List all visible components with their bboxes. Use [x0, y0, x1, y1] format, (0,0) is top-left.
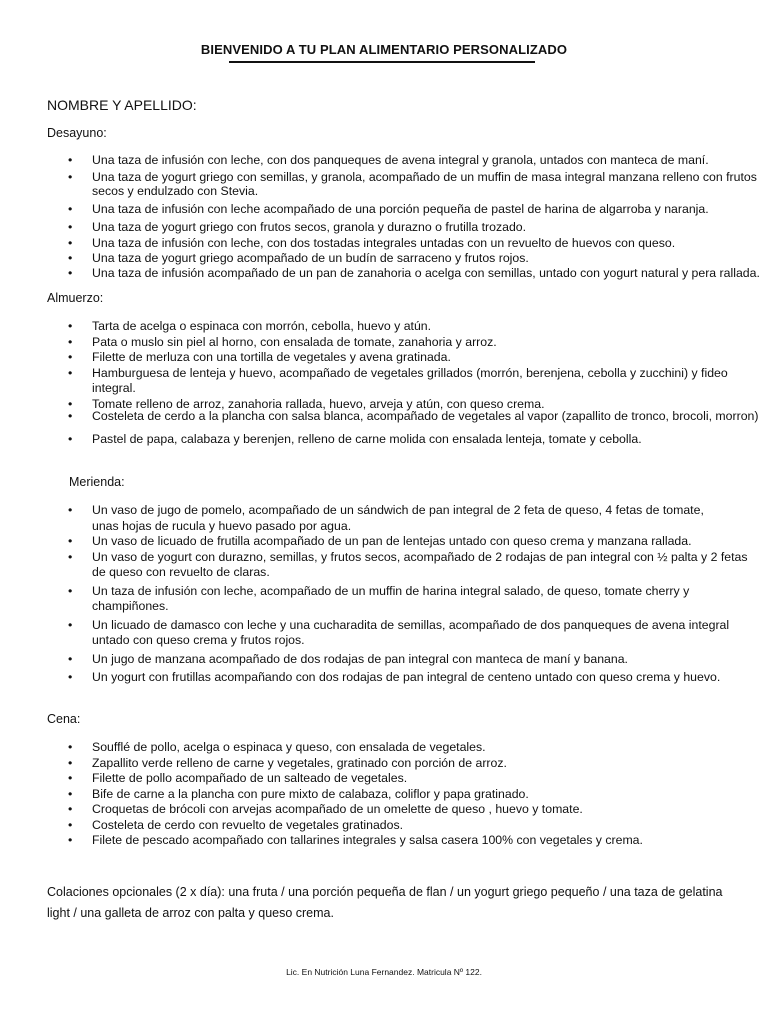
- list-item: • Zapallito verde relleno de carne y vegetales, gratinado con porción de arroz.: [0, 756, 762, 772]
- list-item: • Pata o muslo sin piel al horno, con ensalada de tomate, zanahoria y arroz.: [0, 335, 762, 351]
- list-item: • Una taza de infusión con leche acompañado de una porción pequeña de pastel de harina de algarroba y naranja.: [0, 202, 762, 216]
- colaciones-note: Colaciones opcionales (2 x día): una fruta / una porción pequeña de flan / un yogurt griego pequeño / una taza de gelatina light / una galleta de arroz con palta y queso crema.: [47, 885, 723, 920]
- list-item: • Tarta de acelga o espinaca con morrón, cebolla, huevo y atún.: [0, 319, 762, 335]
- list-item: • Una taza de yogurt griego acompañado de un budín de sarraceno y frutos rojos.: [0, 251, 762, 265]
- name-label: NOMBRE Y APELLIDO:: [47, 97, 197, 113]
- heading-cena: Cena:: [47, 712, 81, 726]
- list-item: • Una taza de infusión con leche, con dos panqueques de avena integral y granola, untados con manteca de maní.: [0, 153, 762, 167]
- list-item: • Costeleta de cerdo a la plancha con salsa blanca, acompañado de vegetales al vapor (zapallito de tronco, brocoli, morron): [0, 410, 762, 423]
- footer-signature: Lic. En Nutrición Luna Fernandez. Matricula Nº 122.: [286, 967, 482, 977]
- heading-desayuno: Desayuno:: [47, 126, 107, 140]
- heading-almuerzo: Almuerzo:: [47, 291, 104, 305]
- list-item: • Una taza de infusión acompañado de un pan de zanahoria o acelga con semillas, untado con yogurt natural y pera rallada.: [0, 267, 762, 279]
- list-item: • Una taza de infusión con leche, con dos tostadas integrales untadas con un revuelto de huevos con queso.: [0, 236, 762, 250]
- list-item: • Un jugo de manzana acompañado de dos rodajas de pan integral con manteca de maní y banana.: [0, 652, 762, 668]
- list-item: • Una taza de yogurt griego con semillas, y granola, acompañado de un muffin de masa integral manzana relleno con frutos secos y endulzado con Stevia.: [0, 170, 762, 198]
- list-item: • Una taza de yogurt griego con frutos secos, granola y durazno o frutilla trozado.: [0, 220, 762, 234]
- list-item: • Bife de carne a la plancha con pure mixto de calabaza, coliflor y papa gratinado.: [0, 787, 762, 803]
- list-item: • Un vaso de jugo de pomelo, acompañado de un sándwich de pan integral de 2 feta de queso, 4 fetas de tomate, unas hojas de rucula y huevo pasado por agua.: [0, 503, 707, 534]
- list-cena: [0, 740, 762, 849]
- list-item: • Un licuado de damasco con leche y una cucharadita de semillas, acompañado de dos panqueques de avena integral untado con queso crema y frutos rojos.: [0, 618, 762, 649]
- heading-merienda: Merienda:: [69, 475, 125, 489]
- list-item: • Hamburguesa de lenteja y huevo, acompañado de vegetales grillados (morrón, berenjena, cebolla y zucchini) y fideo integral.: [0, 366, 762, 397]
- list-item: • Un vaso de licuado de frutilla acompañado de un pan de lentejas untado con queso crema y manzana rallada.: [0, 534, 762, 550]
- list-item: • Costeleta de cerdo con revuelto de vegetales gratinados.: [0, 818, 762, 834]
- list-item: • Tomate relleno de arroz, zanahoria rallada, huevo, arveja y atún, con queso crema.: [0, 398, 762, 410]
- list-item: • Soufflé de pollo, acelga o espinaca y queso, con ensalada de vegetales.: [0, 740, 762, 756]
- list-item: • Filete de pescado acompañado con tallarines integrales y salsa casera 100% con vegetales y crema.: [0, 833, 762, 849]
- list-desayuno: [0, 153, 762, 279]
- title-underline: [229, 61, 535, 63]
- list-item: • Filette de merluza con una tortilla de vegetales y avena gratinada.: [0, 350, 762, 366]
- page-title: BIENVENIDO A TU PLAN ALIMENTARIO PERSONALIZADO: [200, 42, 568, 57]
- list-almuerzo: [0, 319, 762, 447]
- list-merienda: [0, 503, 762, 686]
- list-item: • Un yogurt con frutillas acompañando con dos rodajas de pan integral de centeno untado con queso crema y huevo.: [0, 670, 762, 686]
- list-item: • Un taza de infusión con leche, acompañado de un muffin de harina integral salado, de queso, tomate cherry y champiñones.: [0, 584, 762, 615]
- list-item: • Pastel de papa, calabaza y berenjen, relleno de carne molida con ensalada lenteja, tomate y cebolla.: [0, 432, 762, 448]
- list-item: • Croquetas de brócoli con arvejas acompañado de un omelette de queso , huevo y tomate.: [0, 802, 762, 818]
- list-item: • Un vaso de yogurt con durazno, semillas, y frutos secos, acompañado de 2 rodajas de pan integral con ½ palta y 2 fetas de queso con revuelto de claras.: [0, 550, 762, 581]
- list-item: • Filette de pollo acompañado de un salteado de vegetales.: [0, 771, 762, 787]
